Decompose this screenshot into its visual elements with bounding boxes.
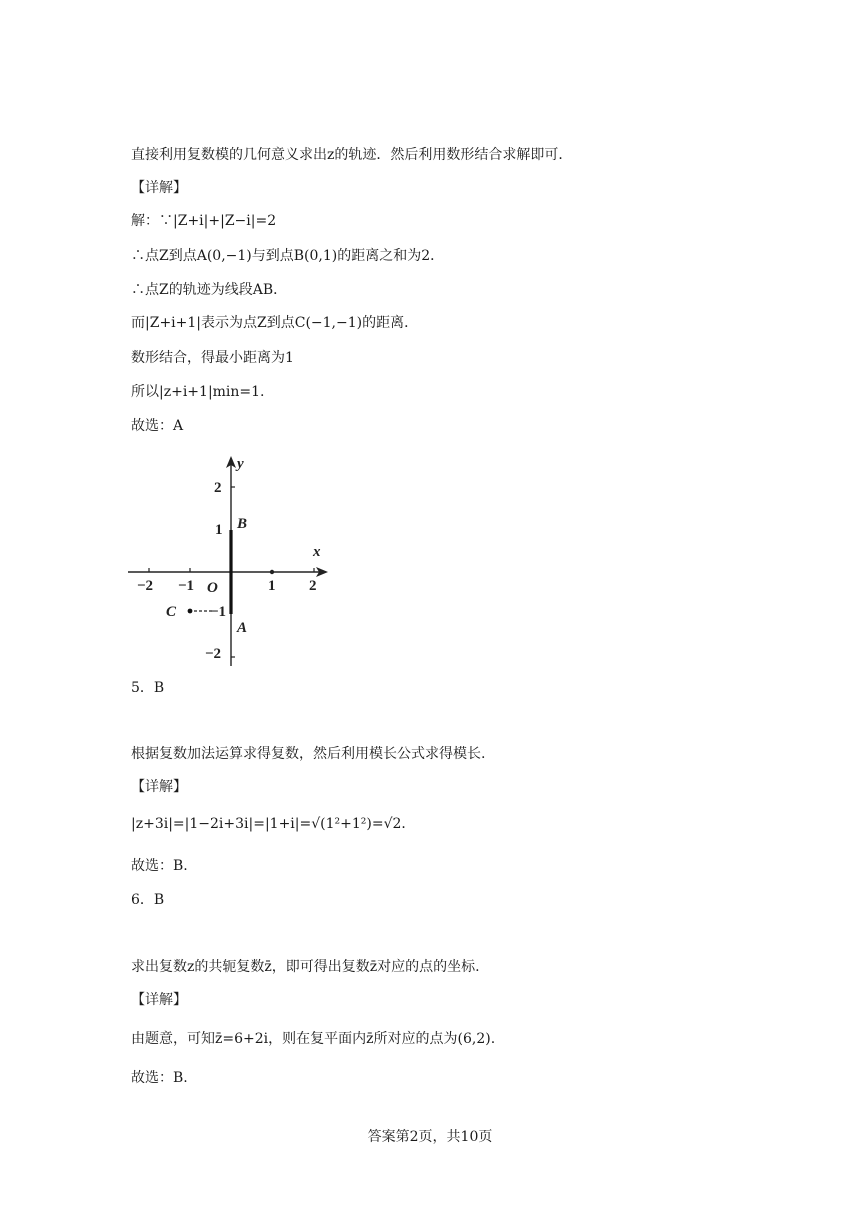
y-tick-label-neg1: −1 [210,604,227,620]
point-c-dot [188,609,193,614]
origin-label: O [207,580,218,596]
y-tick-label-1: 1 [215,522,223,538]
page-footer: 答案第2页，共10页 [367,1129,493,1145]
q4-step4: 而|Z+i+1|表示为点Z到点C(−1,−1)的距离． [131,315,419,331]
coordinate-figure [124,452,344,672]
x-tick-label-neg2: −2 [137,578,154,594]
q5-detail-heading: 【详解】 [131,779,187,795]
q4-analysis: 直接利用复数模的几何意义求出z的轨迹．然后利用数形结合求解即可． [131,147,573,163]
point-a-label: A [237,620,248,636]
q4-step6: 所以|z+i+1|min=1. [131,384,265,400]
y-axis-label: y [237,456,244,472]
point-b-label: B [237,516,248,532]
x-tick-1-dot [270,570,274,574]
q6-number: 6．B [131,892,165,908]
y-tick-label-2: 2 [214,480,222,496]
x-tick-label-neg1: −1 [178,578,195,594]
q5-analysis: 根据复数加法运算求得复数，然后利用模长公式求得模长. [131,746,486,762]
y-tick-label-neg2: −2 [205,646,222,662]
q5-choice: 故选：B. [131,858,188,874]
q4-step1: 解：∵|Z+i|+|Z−i|=2 [131,213,277,229]
point-c-label: C [166,604,177,620]
x-axis-label: x [313,544,321,560]
q6-analysis: 求出复数z的共轭复数z̄，即可得出复数z̄对应的点的坐标. [131,959,480,975]
q4-step5: 数形结合，得最小距离为1 [131,350,294,366]
q4-detail-heading: 【详解】 [131,180,187,196]
q5-number: 5．B [131,680,165,696]
x-tick-label-2: 2 [309,578,317,594]
q4-step2: ∴点Z到点A(0,−1)与到点B(0,1)的距离之和为2． [131,248,445,264]
q6-detail: 由题意，可知z̄=6+2i，则在复平面内z̄所对应的点为(6,2). [131,1031,496,1047]
x-tick-label-1: 1 [268,578,276,594]
q4-choice: 故选：A [131,418,184,434]
q4-step3: ∴点Z的轨迹为线段AB． [131,282,288,298]
q6-choice: 故选：B. [131,1070,188,1086]
q5-formula: |z+3i|=|1−2i+3i|=|1+i|=√(1²+1²)=√2． [131,816,416,832]
q6-detail-heading: 【详解】 [131,992,187,1008]
